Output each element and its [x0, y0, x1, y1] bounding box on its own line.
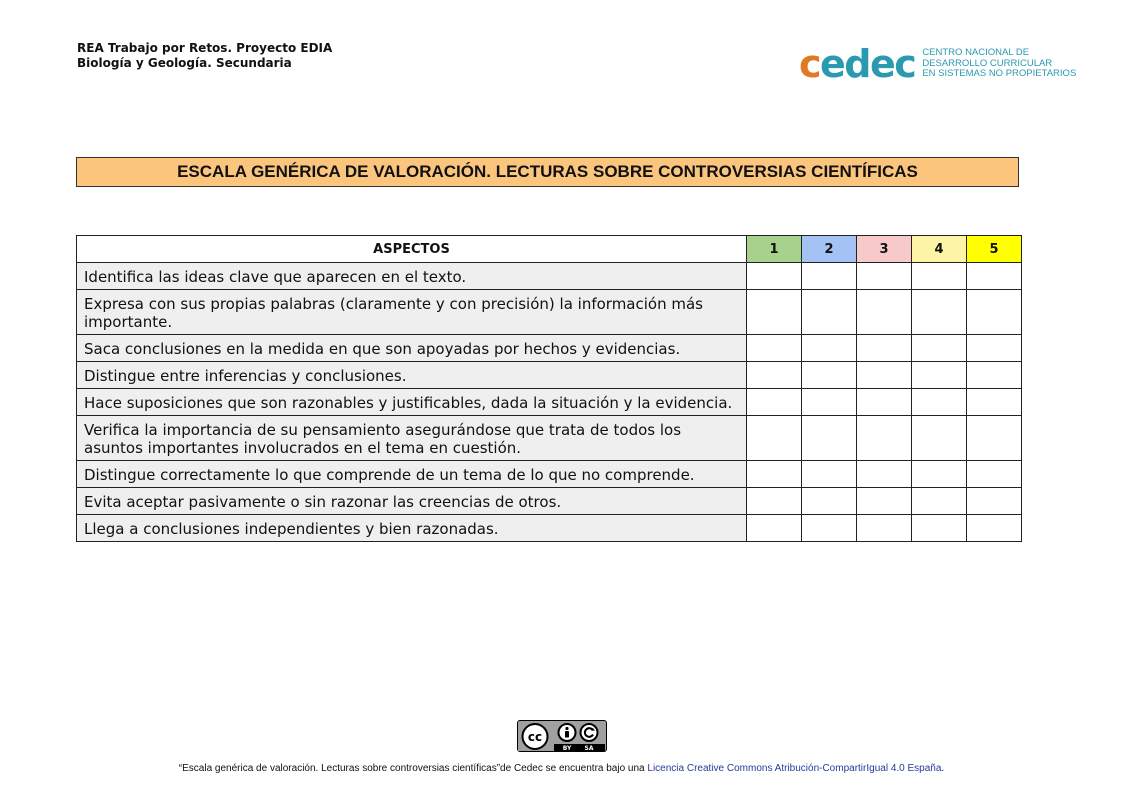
- score-cell[interactable]: [857, 389, 912, 416]
- score-cell[interactable]: [802, 488, 857, 515]
- aspect-text: Hace suposiciones que son razonables y justificables, dada la situación y la evidencia.: [77, 389, 747, 416]
- page-title: ESCALA GENÉRICA DE VALORACIÓN. LECTURAS SOBRE CONTROVERSIAS CIENTÍFICAS: [76, 157, 1019, 187]
- aspect-text: Evita aceptar pasivamente o sin razonar las creencias de otros.: [77, 488, 747, 515]
- cc-by-sa-badge[interactable]: [517, 720, 607, 752]
- score-cell[interactable]: [857, 335, 912, 362]
- table-row: [77, 389, 1022, 416]
- score-cell[interactable]: [802, 461, 857, 488]
- score-cell[interactable]: [967, 263, 1022, 290]
- score-header-3: 3: [857, 236, 912, 263]
- score-cell[interactable]: [802, 362, 857, 389]
- table-row: [77, 290, 1022, 335]
- aspect-text: Expresa con sus propias palabras (claramente y con precisión) la información más importante.: [77, 290, 747, 335]
- table-row: [77, 335, 1022, 362]
- score-cell[interactable]: [912, 488, 967, 515]
- license-text: “Escala genérica de valoración. Lecturas sobre controversias científicas”de Cedec se encuentra bajo una: [178, 762, 648, 774]
- score-cell[interactable]: [802, 389, 857, 416]
- score-cell[interactable]: [857, 515, 912, 542]
- table-row: [77, 488, 1022, 515]
- score-cell[interactable]: [912, 515, 967, 542]
- score-cell[interactable]: [967, 461, 1022, 488]
- score-cell[interactable]: [967, 335, 1022, 362]
- logo-sub-line-3: EN SISTEMAS NO PROPIETARIOS: [922, 68, 1077, 80]
- table-row: [77, 416, 1022, 461]
- rating-scale-table: [76, 235, 1022, 542]
- score-cell[interactable]: [802, 290, 857, 335]
- cedec-logo: [799, 44, 1076, 84]
- score-cell[interactable]: [747, 362, 802, 389]
- score-cell[interactable]: [912, 335, 967, 362]
- score-header-5: 5: [967, 236, 1022, 263]
- score-cell[interactable]: [747, 389, 802, 416]
- logo-sub-line-2: DESARROLLO CURRICULAR: [922, 57, 1053, 69]
- score-cell[interactable]: [967, 416, 1022, 461]
- score-cell[interactable]: [912, 461, 967, 488]
- table-row: [77, 461, 1022, 488]
- cc-by-sa-icon: [518, 722, 605, 751]
- score-cell[interactable]: [747, 488, 802, 515]
- badge-by-text: BY: [562, 744, 571, 751]
- score-cell[interactable]: [747, 515, 802, 542]
- logo-sub-line-1: CENTRO NACIONAL DE: [922, 47, 1030, 59]
- cedec-logo-subtitle: [922, 48, 1076, 80]
- score-cell[interactable]: [802, 416, 857, 461]
- aspects-column-header: ASPECTOS: [77, 236, 747, 263]
- table-row: [77, 263, 1022, 290]
- score-header-4: 4: [912, 236, 967, 263]
- score-header-1: 1: [747, 236, 802, 263]
- score-cell[interactable]: [747, 416, 802, 461]
- aspect-text: Identifica las ideas clave que aparecen en el texto.: [77, 263, 747, 290]
- score-header-2: 2: [802, 236, 857, 263]
- logo-letter-c: c: [799, 42, 821, 86]
- score-cell[interactable]: [967, 290, 1022, 335]
- header-project-line: REA Trabajo por Retos. Proyecto EDIA: [77, 41, 333, 55]
- logo-letters-edec: edec: [820, 42, 916, 86]
- table-header-row: [77, 236, 1022, 263]
- score-cell[interactable]: [967, 389, 1022, 416]
- score-cell[interactable]: [747, 461, 802, 488]
- score-cell[interactable]: [857, 290, 912, 335]
- aspect-text: Verifica la importancia de su pensamiento asegurándose que trata de todos los asuntos importantes involucrados en el tema en cuestión.: [77, 416, 747, 461]
- badge-sa-text: SA: [584, 744, 593, 751]
- license-footer: [0, 720, 1123, 774]
- score-cell[interactable]: [747, 335, 802, 362]
- license-statement: [0, 763, 1123, 774]
- score-cell[interactable]: [802, 515, 857, 542]
- svg-text:cc: cc: [527, 729, 542, 744]
- score-cell[interactable]: [967, 362, 1022, 389]
- score-cell[interactable]: [857, 461, 912, 488]
- score-cell[interactable]: [967, 488, 1022, 515]
- score-cell[interactable]: [912, 362, 967, 389]
- aspect-text: Distingue entre inferencias y conclusiones.: [77, 362, 747, 389]
- score-cell[interactable]: [912, 389, 967, 416]
- score-cell[interactable]: [857, 416, 912, 461]
- cedec-logo-wordmark: [799, 44, 915, 84]
- aspect-text: Llega a conclusiones independientes y bien razonadas.: [77, 515, 747, 542]
- score-cell[interactable]: [857, 488, 912, 515]
- aspect-text: Distingue correctamente lo que comprende de un tema de lo que no comprende.: [77, 461, 747, 488]
- score-cell[interactable]: [802, 263, 857, 290]
- score-cell[interactable]: [857, 362, 912, 389]
- score-cell[interactable]: [912, 290, 967, 335]
- score-cell[interactable]: [912, 416, 967, 461]
- score-cell[interactable]: [747, 263, 802, 290]
- table-row: [77, 515, 1022, 542]
- score-cell[interactable]: [747, 290, 802, 335]
- license-period: .: [941, 762, 945, 774]
- score-cell[interactable]: [857, 263, 912, 290]
- header-subject-line: Biología y Geología. Secundaria: [77, 56, 292, 70]
- document-header: [77, 41, 332, 71]
- aspect-text: Saca conclusiones en la medida en que son apoyadas por hechos y evidencias.: [77, 335, 747, 362]
- score-cell[interactable]: [912, 263, 967, 290]
- license-link[interactable]: Licencia Creative Commons Atribución-CompartirIgual 4.0 España: [647, 762, 942, 774]
- table-row: [77, 362, 1022, 389]
- score-cell[interactable]: [967, 515, 1022, 542]
- score-cell[interactable]: [802, 335, 857, 362]
